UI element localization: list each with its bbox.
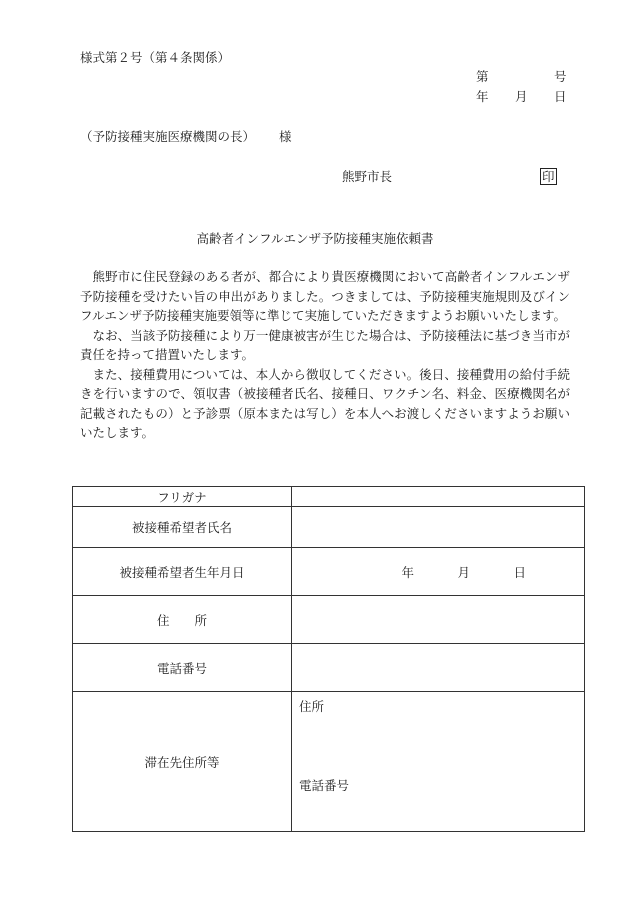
furigana-label: フリガナ — [73, 487, 292, 507]
sender-title: 熊野市長 — [342, 169, 393, 184]
birth-year-label: 年 — [401, 564, 414, 580]
body-paragraph-3: また、接種費用については、本人から徴収してください。後日、接種費用の給付手続きを行いますので、領収書（被接種者氏名、接種日、ワクチン名、料金、医療機関名が記載されたもの）と予診票（原本または写し）を本人へお渡しくださいますようお願いいたします。 — [80, 366, 570, 440]
stay-label: 滞在先住所等 — [73, 692, 292, 832]
addressee-label: （予防接種実施医療機関の長） — [80, 129, 256, 144]
stay-address-label: 住所 — [299, 699, 325, 714]
seal-label: 印 — [542, 169, 555, 184]
form-number: 様式第２号（第４条関係） — [80, 50, 231, 65]
date-year: 年 — [476, 89, 489, 104]
body-paragraph-1: 熊野市に住民登録のある者が、都合により貴医療機関において高齢者インフルエンザ予防接種を受けたい旨の申出がありました。つきましては、予防接種実施規則及びインフルエンザ予防接種実施要領等に準じて実施していただきますようお願いいたします。 — [80, 269, 570, 323]
body-text — [80, 267, 570, 443]
address-field[interactable] — [292, 596, 585, 644]
name-label: 被接種希望者氏名 — [73, 507, 292, 548]
address-label: 住 所 — [73, 596, 292, 644]
seal-mark — [540, 169, 557, 185]
furigana-field[interactable] — [292, 487, 585, 507]
stay-phone-label: 電話番号 — [299, 778, 350, 793]
table-row — [73, 692, 585, 832]
stay-field[interactable] — [292, 692, 585, 832]
birth-month-label: 月 — [457, 564, 470, 580]
phone-label: 電話番号 — [73, 644, 292, 692]
date-day: 日 — [554, 89, 567, 104]
birthdate-field[interactable] — [292, 548, 585, 596]
addressee-honorific: 様 — [279, 129, 292, 144]
doc-number-prefix: 第 — [476, 69, 489, 84]
document-title: 高齢者インフルエンザ予防接種実施依頼書 — [196, 231, 434, 246]
doc-number-suffix: 号 — [554, 69, 567, 84]
body-paragraph-2: なお、当該予防接種により万一健康被害が生じた場合は、予防接種法に基づき当市が責任を持って措置いたします。 — [80, 327, 570, 362]
name-field[interactable] — [292, 507, 585, 548]
table-row — [73, 548, 585, 596]
table-row — [73, 487, 585, 507]
date-month: 月 — [515, 89, 528, 104]
phone-field[interactable] — [292, 644, 585, 692]
birth-day-label: 日 — [513, 564, 526, 580]
table-row — [73, 596, 585, 644]
table-row — [73, 507, 585, 548]
applicant-info-table — [72, 486, 585, 832]
table-row — [73, 644, 585, 692]
birthdate-label: 被接種希望者生年月日 — [73, 548, 292, 596]
